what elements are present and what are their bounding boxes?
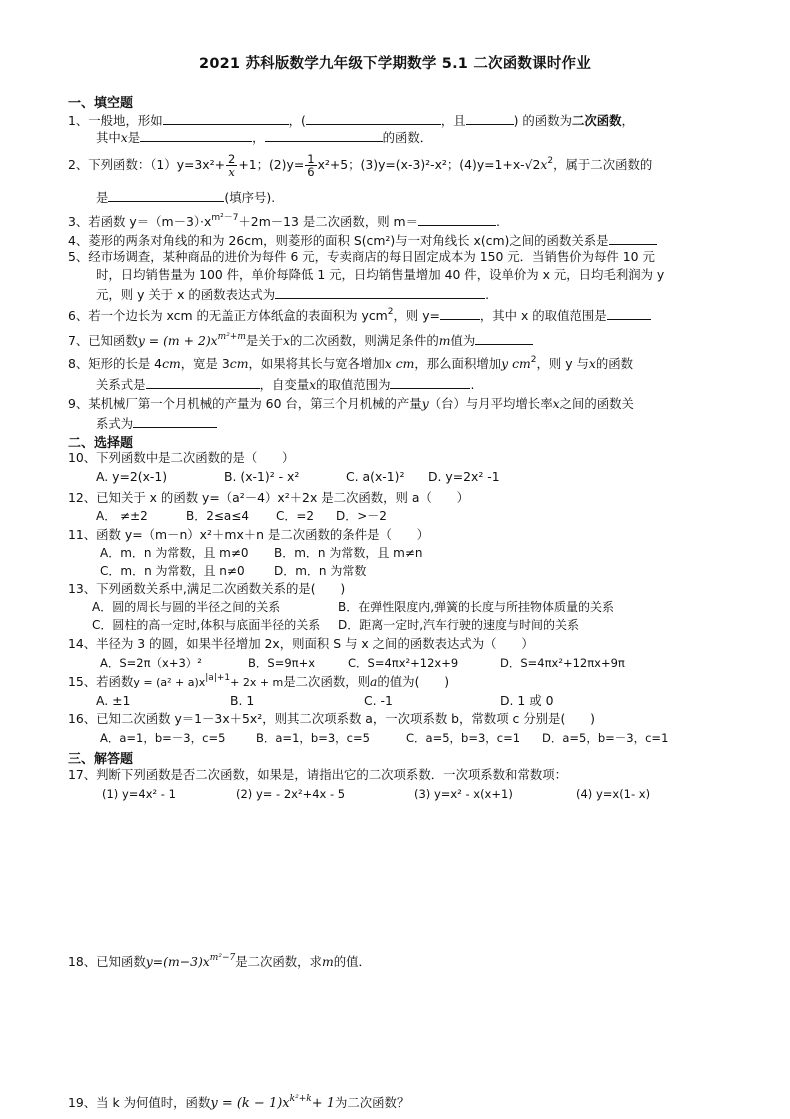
question-18: 18、已知函数$y=(m-3)x^{m^2-7}$是二次函数，求m的值． [68,953,371,969]
question-2-line-1: 2、下列函数：（1）y=3x²+ $\frac{2}{x}$ +1；(2)y= $\frac{1}{6}$ x²+5；(3)y=(x-3)²-x²；$(4)y=1+x-√2x^2$，属于二次函数的 [68,152,653,179]
question-11-options-row-1: A．m．n 为常数，且 m≠0 B．m．n 为常数，且 m≠n [100,546,423,560]
q8-blank-1 [146,375,260,389]
question-8-line-2: 关系式是 ，自变量x的取值范围为 . [96,377,475,392]
question-5-line-3: 元，则 y 关于 x 的函数表达式为 . [96,287,490,302]
question-14-stem: 14、半径为 3 的圆，如果半径增加 2x，则面积 S 与 x 之间的函数表达式为（ ） [68,636,534,651]
question-12-options: A． ≠±2 B．2≤a≤4 C．=2 D．>－2 [96,509,387,523]
q1-blank-1 [163,111,289,125]
question-10-options: A. y=2(x-1) B. (x-1)² - x² C. a(x-1)² D. y=2x² -1 [96,469,500,484]
question-5-line-2: 时，日均销售量为 100 件，单价每降低 1 元，日均销售量增加 40 件，设单价为 x 元，日均毛利润为 y [96,267,665,282]
question-1-line-1: 1、一般地，形如 ，( ，且 ) 的函数为二次函数， [68,113,634,128]
q2-blank [108,188,224,202]
question-3: 3、若函数 $y=(m-3)\cdot x^{m^2-7}+2m-13$ 是二次函数，则 m＝ . [68,213,500,229]
question-19: 19、当 k 为何值时，函数$y = (k - 1)x^{k^2+k}+ 1$为二次函数？ [68,1094,410,1111]
q9-blank [133,414,217,428]
question-10-stem: 10、下列函数中是二次函数的是（ ） [68,450,295,465]
fraction-2-over-x: $\frac{2}{x}$ [227,152,236,179]
q3-blank [418,212,496,226]
question-8-line-1: 8、矩形的长是 4cm，宽是 3cm，如果将其长与宽各增加x cm，那么面积增加y $cm^2$，则 y 与x的函数 [68,355,634,371]
question-13-options-row-2: C．圆柱的高一定时,体积与底面半径的关系 D．距离一定时,汽车行驶的速度与时间的关系 [92,618,580,632]
q5-blank [275,285,485,299]
q1-blank-5 [265,128,383,142]
section-heading-fill-blank: 一、填空题 [68,96,134,111]
question-11-options-row-2: C．m．n 为常数，且 n≠0 D．m．n 为常数 [100,564,367,578]
question-16-options: A．a=1，b=－3，c=5 B．a=1，b=3，c=5 C．a=5，b=3，c=1 D．a=5，b=－3，c=1 [100,731,669,745]
question-7: 7、已知函数$y = (m + 2)x^{m^2+m}$是关于x的二次函数，则满足条件的m值为 [68,331,533,351]
q1-blank-4 [140,128,252,142]
q6-blank-1 [440,306,480,320]
question-17-stem: 17、判断下列函数是否二次函数，如果是，请指出它的二次项系数．一次项系数和常数项： [68,767,568,782]
q8-blank-2 [390,375,470,389]
question-14-options: A．S=2π（x+3）² B．S=9π+x C．S=4πx²+12x+9 D．S=4πx²+12πx+9π [100,656,625,670]
question-17-parts: (1) y=4x² - 1 (2) y= - 2x²+4x - 5 (3) y=x² - x(x+1) (4) y=x(1- x) [102,787,651,801]
question-12-stem: 12、已知关于 x 的函数 y=（a²－4）x²＋2x 是二次函数，则 a（ ） [68,490,470,505]
section-heading-multiple-choice: 二、选择题 [68,436,134,451]
question-11-stem: 11、函数 y=（m－n）x²＋mx＋n 是二次函数的条件是（ ） [68,527,430,542]
q1-blank-2 [306,111,441,125]
question-9-line-1: 9、某机械厂第一个月机械的产量为 60 台，第三个月机械的产量y（台）与月平均增长率x之间的函数关 [68,396,634,411]
page-title: 2021 苏科版数学九年级下学期数学 5.1 二次函数课时作业 [199,56,591,72]
question-16-stem: 16、已知二次函数 y＝1－3x＋5x²，则其二次项系数 a，一次项系数 b，常数项 c 分别是( ) [68,711,595,726]
q1-blank-3 [466,111,514,125]
question-15-stem: 15、若函数$y = (a^2 + a)x^{|a|+1}+ 2x + m$是二次函数，则a的值为( ) [68,673,450,689]
question-6: 6、若一个边长为 xcm 的无盖正方体纸盒的表面积为 ycm$^2$，则 y= ，其中 x 的取值范围是 [68,306,651,326]
question-15-options: A. ±1 B. 1 C. -1 D. 1 或 0 [96,693,554,708]
question-13-options-row-1: A．圆的周长与圆的半径之间的关系 B．在弹性限度内,弹簧的长度与所挂物体质量的关系 [92,600,615,614]
q4-blank [609,231,657,245]
question-4: 4、菱形的两条对角线的和为 26cm，则菱形的面积 S(cm²)与一对角线长 x(cm)之间的函数关系是 [68,231,657,249]
q6-blank-2 [607,306,651,320]
question-1-line-2: 其中x是 ， 的函数． [96,130,433,145]
question-13-stem: 13、下列函数关系中,满足二次函数关系的是( ) [68,581,346,596]
question-5-line-1: 5、经市场调查，某种商品的进价为每件 6 元，专卖商店的每日固定成本为 150 元．当销售价为每件 10 元 [68,249,655,264]
fraction-1-over-6: $\frac{1}{6}$ [307,152,315,179]
q7-blank [475,331,533,345]
section-heading-solve: 三、解答题 [68,752,134,767]
question-9-line-2: 系式为 [96,414,217,432]
question-2-line-2: 是 (填序号). [96,190,276,205]
